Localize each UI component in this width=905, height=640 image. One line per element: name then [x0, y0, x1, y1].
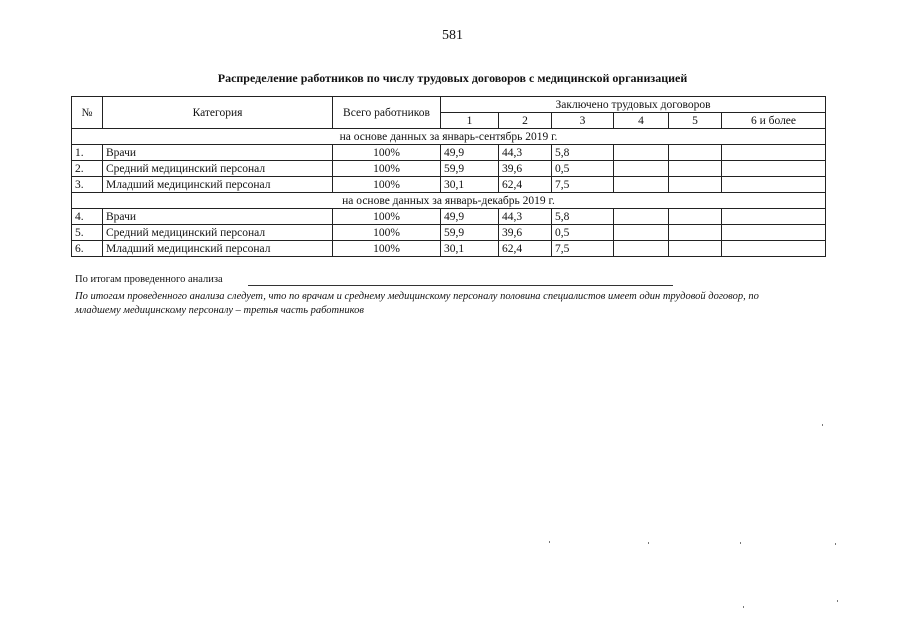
row-value-col-1: 49,9: [441, 145, 499, 161]
row-value-col-2: 62,4: [499, 241, 552, 257]
row-value-col-3: 0,5: [552, 161, 614, 177]
header-num: №: [72, 97, 103, 129]
row-category: Младший медицинский персонал: [103, 177, 333, 193]
row-value-col-4: [614, 145, 669, 161]
row-category: Средний медицинский персонал: [103, 161, 333, 177]
row-number: 1.: [72, 145, 103, 161]
row-value-col-5: [669, 145, 722, 161]
row-number: 2.: [72, 161, 103, 177]
scan-speck: [549, 541, 550, 543]
section-label: на основе данных за январь-декабрь 2019 г.: [72, 193, 826, 209]
header-row: [72, 97, 826, 113]
row-value-col-5: [669, 241, 722, 257]
header-col-4: 4: [614, 113, 669, 129]
analysis-conclusion: По итогам проведенного анализа следует, что по врачам и среднему медицинскому персоналу половина специалистов имеет один трудовой договор, по младшему медицинскому персоналу – третья часть работников: [75, 291, 759, 316]
page-number: 581: [442, 28, 463, 43]
row-total: 100%: [333, 225, 441, 241]
scan-speck: [740, 542, 741, 544]
row-value-col-1: 30,1: [441, 177, 499, 193]
row-value-col-4: [614, 241, 669, 257]
row-value-col-5: [669, 177, 722, 193]
row-value-col-1: 30,1: [441, 241, 499, 257]
row-value-col-5: [669, 225, 722, 241]
header-col-2: 2: [499, 113, 552, 129]
row-value-col-3: 7,5: [552, 241, 614, 257]
row-value-col-1: 59,9: [441, 161, 499, 177]
row-value-col-5: [669, 161, 722, 177]
row-category: Врачи: [103, 145, 333, 161]
row-value-col-2: 44,3: [499, 145, 552, 161]
header-total: Всего работников: [333, 97, 441, 129]
header-category: Категория: [103, 97, 333, 129]
row-value-col-5: [669, 209, 722, 225]
row-value-col-2: 39,6: [499, 161, 552, 177]
table-row: [72, 161, 826, 177]
header-contracts: Заключено трудовых договоров: [441, 97, 826, 113]
row-value-col-1: 49,9: [441, 209, 499, 225]
row-value-col-4: [614, 209, 669, 225]
table-row: [72, 145, 826, 161]
section-row: [72, 193, 826, 209]
row-value-col-1: 59,9: [441, 225, 499, 241]
row-number: 4.: [72, 209, 103, 225]
analysis-underline: [248, 285, 673, 286]
row-total: 100%: [333, 177, 441, 193]
row-value-col-3: 5,8: [552, 145, 614, 161]
row-category: Врачи: [103, 209, 333, 225]
header-col-5: 5: [669, 113, 722, 129]
table-row: [72, 225, 826, 241]
row-value-col-6: [722, 241, 826, 257]
header-col-1: 1: [441, 113, 499, 129]
scan-speck: [822, 424, 823, 426]
section-row: [72, 129, 826, 145]
row-value-col-6: [722, 209, 826, 225]
row-value-col-3: 0,5: [552, 225, 614, 241]
scan-speck: [837, 600, 838, 602]
row-total: 100%: [333, 209, 441, 225]
row-value-col-4: [614, 161, 669, 177]
row-value-col-3: 7,5: [552, 177, 614, 193]
row-value-col-2: 44,3: [499, 209, 552, 225]
document-title: Распределение работников по числу трудовых договоров с медицинской организацией: [217, 71, 688, 85]
row-number: 3.: [72, 177, 103, 193]
table-row: [72, 241, 826, 257]
header-col-6-plus: 6 и более: [722, 113, 826, 129]
scan-speck: [835, 543, 836, 545]
row-value-col-6: [722, 177, 826, 193]
row-value-col-6: [722, 145, 826, 161]
header-col-3: 3: [552, 113, 614, 129]
contracts-table: [71, 96, 826, 257]
row-total: 100%: [333, 145, 441, 161]
row-value-col-2: 62,4: [499, 177, 552, 193]
section-label: на основе данных за январь-сентябрь 2019 г.: [72, 129, 826, 145]
row-value-col-2: 39,6: [499, 225, 552, 241]
scan-speck: [743, 606, 744, 608]
row-value-col-4: [614, 177, 669, 193]
row-value-col-3: 5,8: [552, 209, 614, 225]
table-row: [72, 177, 826, 193]
row-number: 6.: [72, 241, 103, 257]
row-total: 100%: [333, 161, 441, 177]
row-category: Средний медицинский персонал: [103, 225, 333, 241]
row-value-col-4: [614, 225, 669, 241]
analysis-label: По итогам проведенного анализа: [75, 274, 223, 285]
scan-speck: [648, 542, 649, 544]
row-value-col-6: [722, 161, 826, 177]
row-total: 100%: [333, 241, 441, 257]
row-value-col-6: [722, 225, 826, 241]
table-row: [72, 209, 826, 225]
row-category: Младший медицинский персонал: [103, 241, 333, 257]
row-number: 5.: [72, 225, 103, 241]
